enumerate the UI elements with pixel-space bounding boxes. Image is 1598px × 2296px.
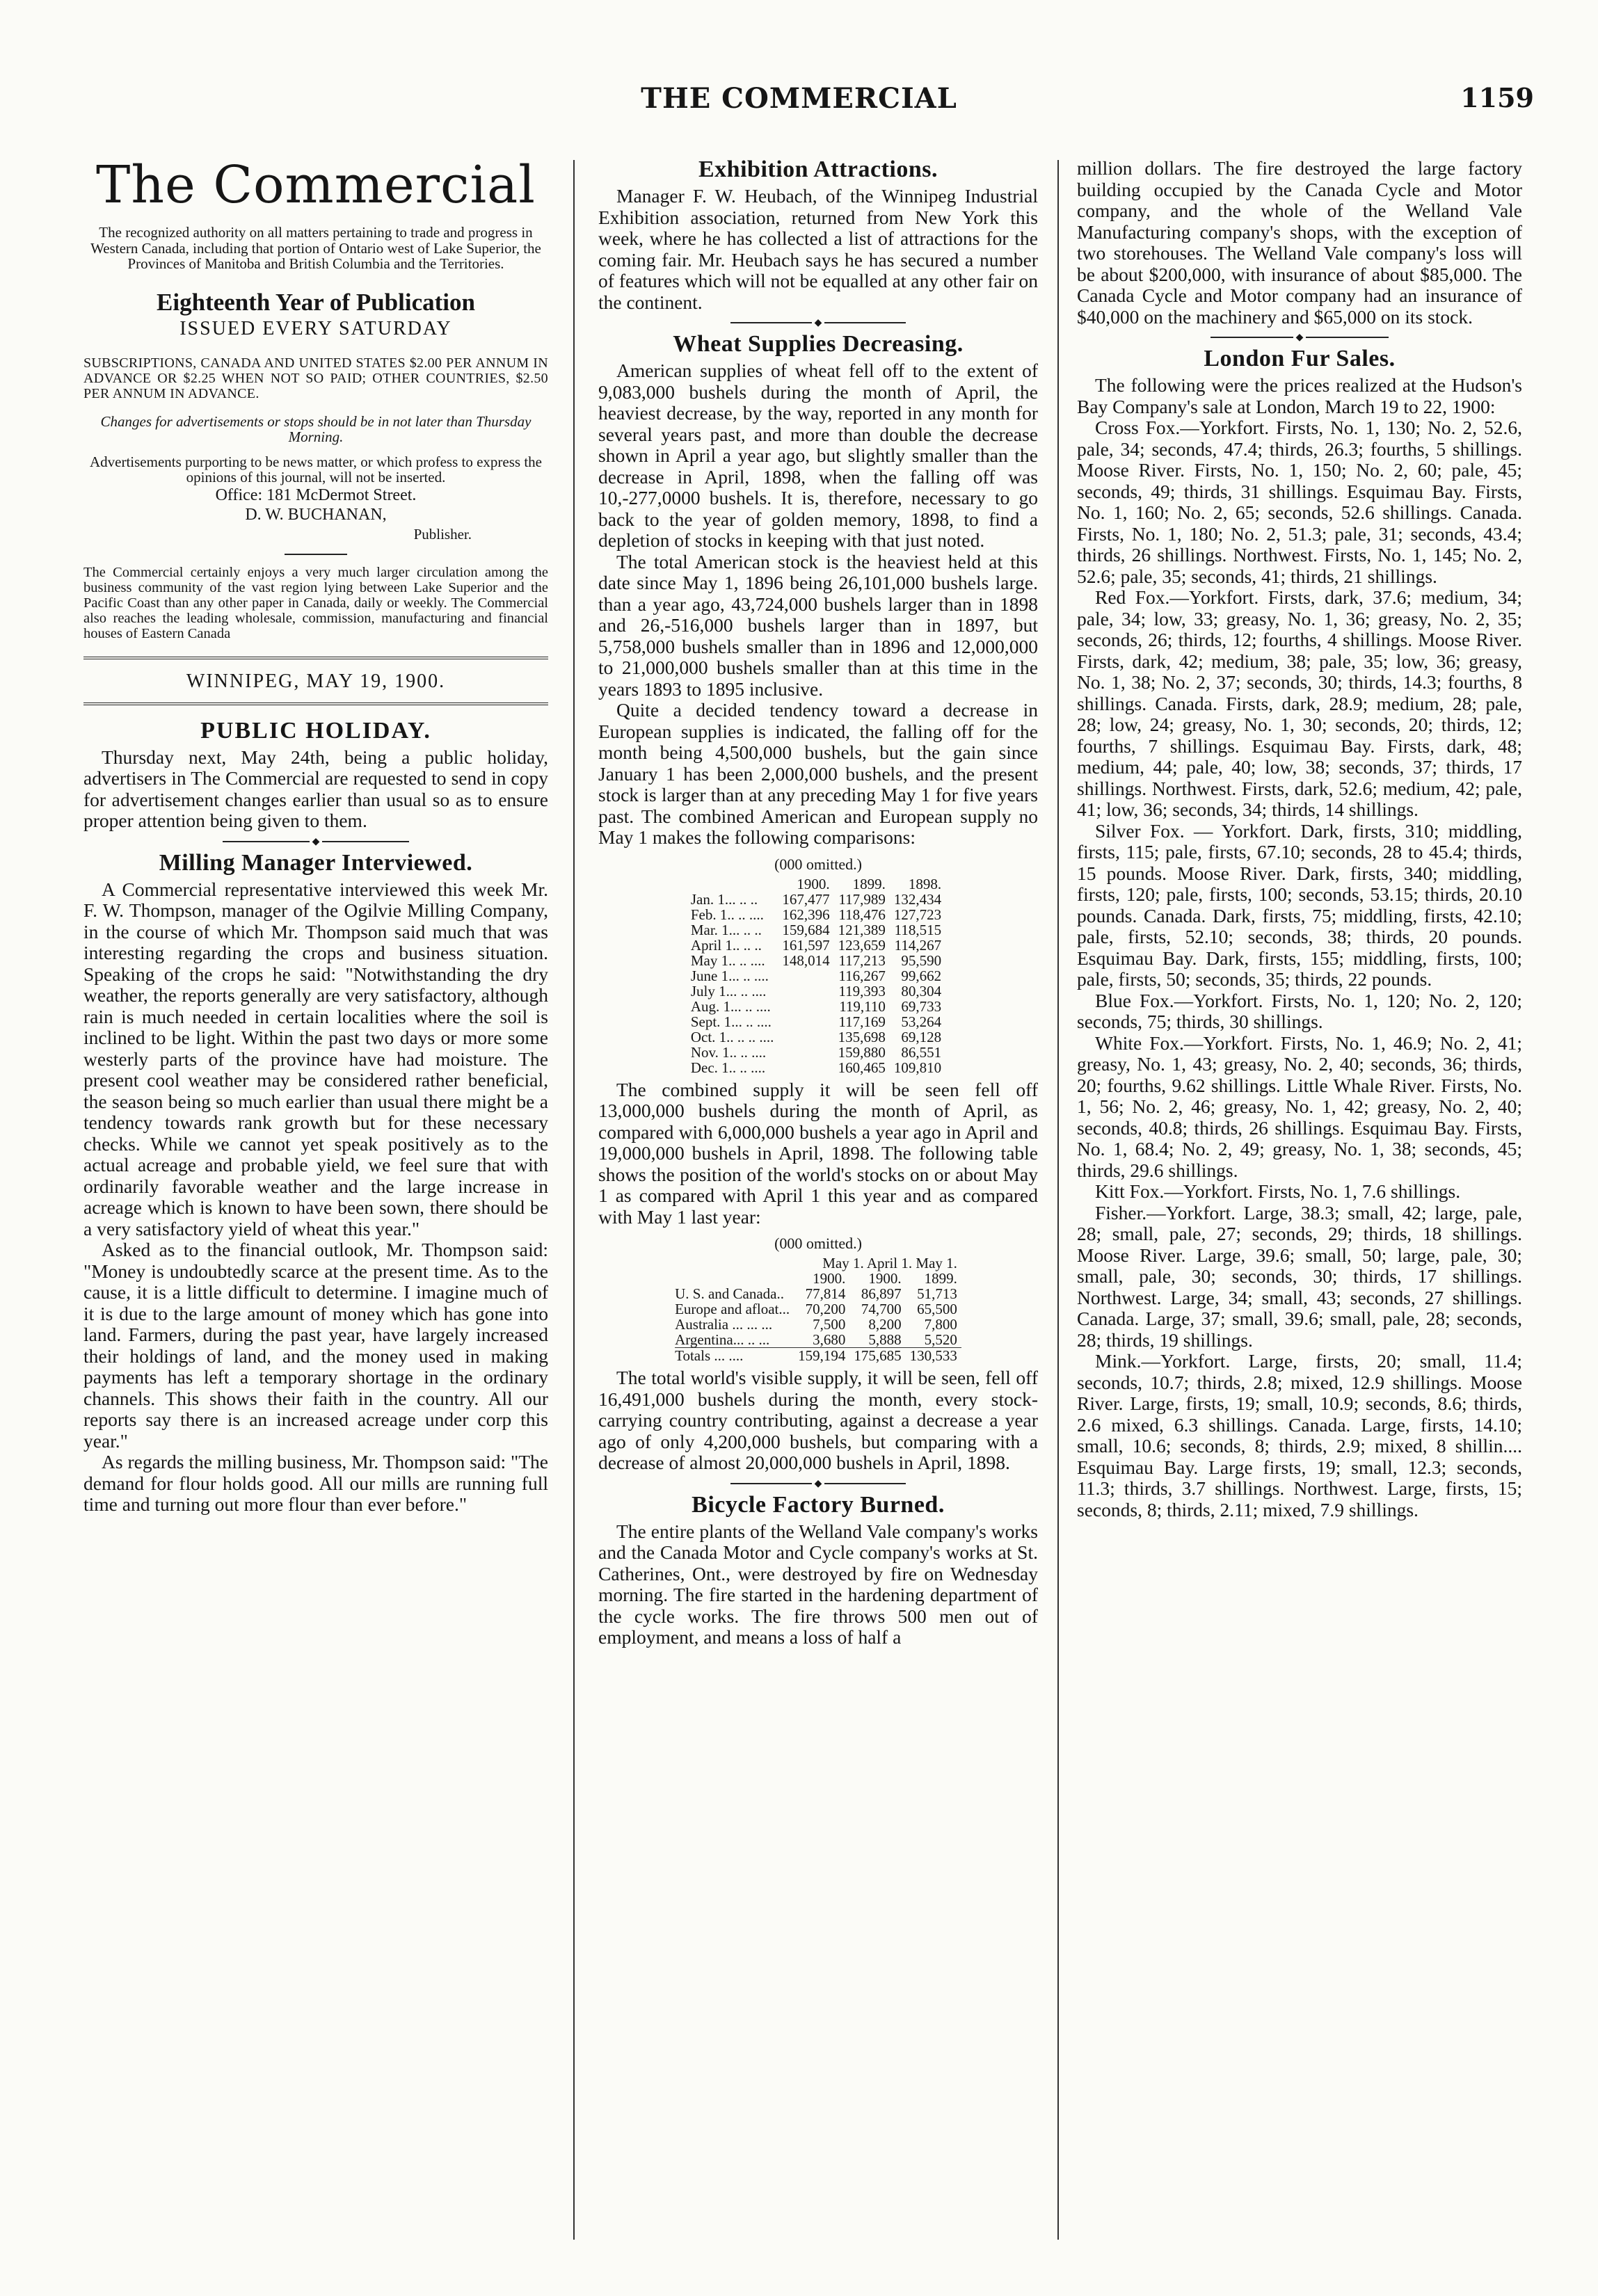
table-cell: 70,200 [805, 1301, 846, 1317]
table-cell: 7,500 [813, 1316, 846, 1333]
table-cell: 119,110 [839, 997, 886, 1015]
table-cell: 99,662 [901, 967, 942, 984]
table-cell: 77,814 [805, 1285, 846, 1302]
table-cell [778, 1060, 833, 1075]
table-cell: 175,685 [854, 1347, 902, 1364]
table-cell: Nov. 1.. .. .... [690, 1043, 767, 1061]
table-cell: May 1. April 1. May 1. [822, 1255, 957, 1271]
article-text-exhibition: Manager F. W. Heubach, of the Winnipeg Industrial Exhibition association, returned from New York this week, where he has collected a list of attractions for the coming fair. Mr. Heubach says he has secured a number of features which will not be equalled at any other fair on the continent. [598, 185, 1038, 313]
running-head-title: THE COMMERCIAL [641, 82, 957, 115]
table-cell: 121,389 [838, 921, 886, 938]
table-cell [778, 1029, 833, 1045]
table-cell: 127,723 [893, 906, 942, 923]
article-text-bicycle: The entire plants of the Welland Vale company's works and the Canada Motor and Cycle company's works at St. Catherines, Ont., were destroyed by fire on Wednesday morning. The fire started in the hardening department of the cycle works. The fire throws 500 men out of employment, and means a loss of half a [598, 1520, 1038, 1648]
world-stocks-table [675, 1255, 961, 1363]
table-cell: May 1.. .. .... [690, 952, 765, 969]
column-right [1077, 143, 1522, 2257]
article-text-milling-2: Asked as to the financial outlook, Mr. Thompson said: "Money is undoubtedly scarce at the present time. As to the cause, it is a little difficult to determine. I imagine much of it is due to the large amount of money which has gone into land. Farmers, during the past year, have largely increased their holdings of land, and the money used in making payments has left a temporary shortage in the ordinary channels. This shows their faith in the country. All our reports say there is an increased acreage under corp this year." [83, 1239, 548, 1452]
table-row [691, 984, 945, 999]
article-text-milling-3: As regards the milling business, Mr. Thompson said: "The demand for flour holds good. All our mills are running full time and turning out more flour than ever before." [83, 1451, 548, 1515]
table-row [675, 1317, 961, 1332]
issue-frequency: ISSUED EVERY SATURDAY [179, 317, 452, 339]
table-cell: 1899. [852, 875, 886, 892]
table-cell: 69,733 [901, 997, 942, 1015]
table-cell [778, 984, 833, 999]
table-cell: 74,700 [861, 1301, 902, 1317]
table-cell: 116,267 [838, 967, 886, 984]
fur-entry-blue-fox: Blue Fox.—Yorkfort. Firsts, No. 1, 120; No. 2, 120; seconds, 75; thirds, 30 shillings. [1077, 989, 1522, 1032]
column-rule [1057, 160, 1059, 2240]
table-cell: 135,698 [838, 1028, 886, 1045]
table-cell: Mar. 1... .. .. [690, 921, 762, 938]
table-cell: 7,800 [924, 1316, 957, 1333]
table-cell: 118,476 [838, 906, 886, 923]
page-number: 1159 [1460, 82, 1534, 113]
table-row [675, 1332, 961, 1348]
article-text-wheat-1: American supplies of wheat fell off to the extent of 9,083,000 bushels during the month of April, the heaviest decrease, by the way, reported in any month for several years past, and more than double the decrease shown in April a year ago, but slightly smaller than the decrease in April, 1898, when the falling off was 10,-277,0000 bushels. It is, therefore, necessary to go back to the year of golden memory, 1898, to find a depletion of stocks in keeping with that just noted. [598, 360, 1038, 551]
table-row [691, 999, 945, 1014]
table-cell [691, 876, 778, 892]
year-of-publication: Eighteenth Year of Publication [157, 288, 475, 316]
table-cell: 53,264 [901, 1013, 942, 1030]
table-cell: 5,888 [868, 1331, 902, 1348]
table-cell: 114,267 [894, 936, 942, 954]
fur-entry-cross-fox: Cross Fox.—Yorkfort. Firsts, No. 1, 130; No. 2, 52.6, pale, 34; seconds, 47.4; thirds, 26.3; fourths, 5 shillings. Moose River. Firsts, No. 1, 150; No. 2, 60; pale, 45; seconds, 49; thirds, 31 shillings. Esquimau Bay. Firsts, No. 1, 160; No. 2, 65; seconds, 52.6 shillings. Canada. Firsts, No. 1, 180; No. 2, 51.3; pale, 31; seconds, 43.4; thirds, 26 shillings. Northwest. Firsts, No. 1, 145; No. 2, 52.6; pale, 35; seconds, 41; thirds, 21 shillings. [1077, 417, 1522, 587]
fur-entry-silver-fox: Silver Fox. — Yorkfort. Dark, firsts, 310; middling, firsts, 115; pale, firsts, 67.10; seconds, 28 to 45.4; thirds, 15 pounds. Moose River. Dark, firsts, 340; middling, firsts, 120; pale, firsts, 100; seconds, 53.15; thirds, 20.10 pounds. Canada. Dark, firsts, 75; middling, firsts, 42.10; pale, firsts, 52.10; seconds, 38; thirds, 20 pounds. Esquimau Bay. Dark, firsts, 155; middling, firsts, 100; pale, firsts, 50; seconds, 35; thirds, 22 pounds. [1077, 819, 1522, 990]
running-head [0, 82, 1598, 124]
table-cell: 119,393 [838, 982, 886, 1000]
table-cell: 1900. [797, 875, 830, 892]
table-row [691, 892, 945, 907]
section-divider: ◆ [83, 837, 548, 844]
table-cell: 160,465 [838, 1059, 886, 1076]
table-cell: 117,989 [838, 890, 886, 908]
fur-entry-mink: Mink.—Yorkfort. Large, firsts, 20; small, 11.4; seconds, 10.7; thirds, 2.8; mixed, 12.9 shillings. Moose River. Large, firsts, 19; small, 10.9; seconds, 8.6; thirds, 2.6 mixed, 6.3 shillings. Canada. Large, firsts, 14.10; small, 10.6; seconds, 8; thirds, 2.9; mixed, 8 shillin.... Esquimau Bay. Large firsts, 19; small, 12.3; seconds, 11.3; thirds, 3.7 shillings. Northwest. Large, firsts, 15; seconds, 8; thirds, 2.11; mixed, 7.9 shillings. [1077, 1350, 1522, 1520]
fur-entry-white-fox: White Fox.—Yorkfort. Firsts, No. 1, 46.9; No. 2, 41; greasy, No. 1, 43; greasy, No. 2, 40; seconds, 36; thirds, 20; fourths, 9.62 shillings. Little Whale River. Firsts, No. 1, 56; No. 2, 46; greasy, No. 1, 42; greasy, No. 2, 40; seconds, 40.8; thirds, 26 shillings. Esquimau Bay. Firsts, No. 1, 68.4; No. 2, 49; greasy, No. 1, 38; seconds, 45; thirds, 29.6 shillings. [1077, 1031, 1522, 1181]
authority-statement: The recognized authority on all matters pertaining to trade and progress in Western Canada, including that portion of Ontario west of Lake Superior, the Provinces of Manitoba and British Columbia and the Territories. [90, 224, 541, 272]
table-cell: Sept. 1... .. .... [690, 1013, 772, 1030]
advertising-notice: Advertisements purporting to be news matter, or which profess to express the opinions of this journal, will not be inserted. [89, 453, 542, 485]
table-row [691, 907, 945, 922]
table-cell: Feb. 1.. .. .... [690, 906, 764, 923]
table-cell [778, 999, 833, 1014]
table-row [691, 1029, 945, 1045]
table-cell: 51,713 [917, 1285, 957, 1302]
table-cell: 1898. [908, 875, 942, 892]
table-cell: 159,684 [782, 921, 830, 938]
article-text-wheat-3: Quite a decided tendency toward a decrease in European supplies is indicated, the falling off for the month being 4,500,000 bushels, but the gain since January 1 has been 2,000,000 bushels, and the present stock is larger than at any preceding May 1 for five years past. The combined American and European supply no May 1 makes the following comparisons: [598, 699, 1038, 848]
table-cell [778, 968, 833, 984]
table-header-row [675, 1255, 961, 1271]
column-left [83, 143, 548, 2257]
table-cell: 159,880 [838, 1043, 886, 1061]
table-cell: 5,520 [924, 1331, 957, 1348]
table-cell: 1900. [868, 1270, 902, 1287]
table-cell: Argentina... .. ... [675, 1331, 770, 1348]
table-cell: 167,477 [782, 890, 830, 908]
section-divider: ◆ [598, 1479, 1038, 1486]
table-row [675, 1301, 961, 1317]
article-text-bicycle-continued: million dollars. The fire destroyed the large factory building occupied by the Canada Cycle and Motor company, and the whole of the Welland Vale Manufacturing company's shops, with the exception of two storehouses. The Welland Vale company's loss will be about $200,000, with insurance of about $85,000. The Canada Cycle and Motor company had an insurance of $40,000 on the machinery and $65,000 on its stock. [1077, 157, 1522, 328]
table-header-row [675, 1271, 961, 1286]
changes-notice: Changes for advertisements or stops should be in not later than Thursday Morning. [100, 412, 532, 445]
table-cell: Australia ... ... ... [675, 1316, 773, 1333]
table-row [691, 922, 945, 938]
publisher-name: D. W. BUCHANAN, [245, 505, 387, 524]
table-caption: (000 omitted.) [774, 1235, 862, 1252]
article-heading-bicycle-factory: Bicycle Factory Burned. [692, 1491, 945, 1518]
table-cell: July 1... .. .... [690, 982, 767, 1000]
section-divider: ◆ [598, 319, 1038, 326]
subscription-rates: SUBSCRIPTIONS, CANADA AND UNITED STATES $2.00 PER ANNUM IN ADVANCE OR $2.25 WHEN NOT SO PAID; OTHER COUNTRIES, $2.50 PER ANNUM IN ADVANCE. [83, 355, 548, 401]
article-text-public-holiday: Thursday next, May 24th, being a public holiday, advertisers in The Commercial are requested to send in copy for advertisement changes earlier than usual so as to ensure proper attention being given to them. [83, 746, 548, 831]
table-cell: June 1... .. .... [690, 967, 769, 984]
table-cell: 159,194 [798, 1347, 846, 1364]
table-cell: Oct. 1.. .. .. .... [690, 1028, 774, 1045]
table-cell: 65,500 [917, 1301, 957, 1317]
article-heading-wheat-supplies: Wheat Supplies Decreasing. [673, 331, 964, 357]
fur-entry-red-fox: Red Fox.—Yorkfort. Firsts, dark, 37.6; medium, 34; pale, 34; low, 33; greasy, No. 1, 36; greasy, No. 2, 35; seconds, 26; thirds, 12; fourths, 4 shillings. Moose River. Firsts, dark, 42; medium, 38; pale, 35; low, 36; greasy, No. 1, 38; No. 2, 37; seconds, 30; thirds, 14.3; fourths, 8 shillings. Canada. Firsts, dark, 28.9; medium, 28; pale, 28; low, 24; greasy, No. 1, 30; seconds, 20; thirds, 12; fourths, 7 shillings. Esquimau Bay. Firsts, dark, 48; medium, 44; pale, 40; low, 38; seconds, 37; thirds, 17 shillings. Northwest. Firsts, dark, 52.6; medium, 42; pale, 41; low, 36; seconds, 34; thirds, 14 shillings. [1077, 586, 1522, 820]
table-cell: Totals ... .... [675, 1347, 744, 1364]
column-middle [598, 143, 1038, 2257]
supply-comparison-table [691, 876, 945, 1075]
table-cell: 1900. [813, 1270, 846, 1287]
masthead: The Commercial [96, 155, 536, 215]
table-cell: 86,551 [901, 1043, 942, 1061]
table-cell: 132,434 [893, 890, 942, 908]
office-address: Office: 181 McDermot Street. [215, 485, 417, 504]
table-cell [675, 1271, 794, 1286]
table-cell: 69,128 [901, 1028, 942, 1045]
article-heading-fur-sales: London Fur Sales. [1204, 346, 1396, 371]
article-heading-exhibition: Exhibition Attractions. [698, 156, 938, 182]
table-cell: 8,200 [868, 1316, 902, 1333]
table-cell: 148,014 [782, 952, 830, 969]
fur-entry-kitt-fox: Kitt Fox.—Yorkfort. Firsts, No. 1, 7.6 shillings. [1095, 1180, 1461, 1202]
table-row [691, 953, 945, 968]
article-heading-public-holiday: PUBLIC HOLIDAY. [200, 717, 431, 744]
table-cell: 117,169 [838, 1013, 886, 1030]
fur-entry-fisher: Fisher.—Yorkfort. Large, 38.3; small, 42; large, pale, 28; small, pale, 27; seconds, 29; thirds, 18 shillings. Moose River. Large, 39.6; small, 50; large, pale, 30; small, pale, 30; seconds, 30; thirds, 17 shillings. Northwest. Large, 34; small, 43; seconds, 27 shillings. Canada. Large, 37; small, 39.6; small, pale, 28; seconds, 28; thirds, 19 shillings. [1077, 1201, 1522, 1351]
table-cell: 161,597 [782, 936, 830, 954]
table-cell: U. S. and Canada.. [675, 1285, 784, 1302]
table-row [691, 968, 945, 984]
table-cell: 117,213 [838, 952, 886, 969]
table-cell [675, 1255, 794, 1271]
table-cell [778, 1045, 833, 1060]
table-row [691, 938, 945, 953]
table-cell: 3,680 [813, 1331, 846, 1348]
table-cell: 80,304 [901, 982, 942, 1000]
table-header-row [691, 876, 945, 892]
table-cell: 1899. [924, 1270, 957, 1287]
table-cell: 118,515 [894, 921, 942, 938]
table-cell: 95,590 [901, 952, 942, 969]
column-rule [573, 160, 575, 2240]
table-cell: Dec. 1.. .. .... [690, 1059, 766, 1076]
article-text-wheat-2: The total American stock is the heaviest held at this date since May 1, 1896 being 26,101,000 bushels large. than a year ago, 43,724,000 bushels larger than in 1898 and 26,-516,000 bushels larger than in 1897, but 5,758,000 bushels smaller than in 1896 and 12,000,000 to 21,000,000 bushels smaller than at this time in the years 1893 to 1895 inclusive. [598, 550, 1038, 700]
table-cell: 86,897 [861, 1285, 902, 1302]
section-divider: ◆ [1077, 333, 1522, 340]
table-cell: 109,810 [893, 1059, 942, 1076]
article-text-fur-intro: The following were the prices realized at the Hudson's Bay Company's sale at London, March 19 to 22, 1900: [1077, 374, 1522, 417]
table-row [675, 1286, 961, 1301]
table-total-row [675, 1348, 961, 1364]
table-row [691, 1060, 945, 1075]
table-row [691, 1045, 945, 1060]
article-text-wheat-4: The combined supply it will be seen fell off 13,000,000 bushels during the month of April, as compared with 6,000,000 bushels a year ago in April and 19,000,000 bushels in April, 1898. The following table shows the position of the world's stocks on or about May 1 as compared with April 1 this year and as compared with May 1 last year: [598, 1078, 1038, 1228]
dateline: WINNIPEG, MAY 19, 1900. [83, 657, 548, 705]
publisher-title: Publisher. [413, 525, 472, 543]
article-heading-milling-manager: Milling Manager Interviewed. [159, 849, 473, 876]
table-cell: Europe and afloat... [675, 1301, 790, 1317]
table-row [691, 1014, 945, 1029]
circulation-statement: The Commercial certainly enjoys a very much larger circulation among the business community of the vast region lying between Lake Superior and the Pacific Coast than any other paper in Canada, daily or weekly. The Commercial also reaches the leading wholesale, commission, manufacturing and financial houses of Eastern Canada [83, 564, 548, 641]
table-cell: 123,659 [838, 936, 886, 954]
article-text-milling-1: A Commercial representative interviewed this week Mr. F. W. Thompson, manager of the Ogilvie Milling Company, in the course of which Mr. Thompson said much that was interesting regarding the crops and business situation. Speaking of the crops he said: "Notwithstanding the dry weather, the reports generally are very satisfactory, although rain is much needed in certain localities where the soil is inclined to be light. Within the past two days or more some westerly parts of the province have had moisture. The present cool weather may be considered rather beneficial, the season being so much earlier than usual there might be a tendency towards rank growth but for these necessary checks. While we cannot yet speak positively as to the actual acreage and probable yield, we feel sure that with ordinarily favorable weather and the large increase in acreage which is known to have been sown, there should be a very satisfactory yield of wheat this year." [83, 878, 548, 1239]
table-caption: (000 omitted.) [774, 855, 862, 873]
table-cell: Aug. 1... .. .... [690, 997, 771, 1015]
table-cell: 162,396 [782, 906, 830, 923]
table-cell [778, 1014, 833, 1029]
article-text-wheat-5: The total world's visible supply, it will be seen, fell off 16,491,000 bushels during the month, every stock-carrying country contributing, against a decrease a year ago of only 4,200,000 bushels, but comparing with a decrease of almost 20,000,000 bushels in April, 1898. [598, 1367, 1038, 1473]
table-cell: Jan. 1... .. .. [690, 890, 758, 908]
table-cell: 130,533 [909, 1347, 957, 1364]
table-cell: April 1.. .. .. [690, 936, 762, 954]
divider [285, 554, 347, 555]
